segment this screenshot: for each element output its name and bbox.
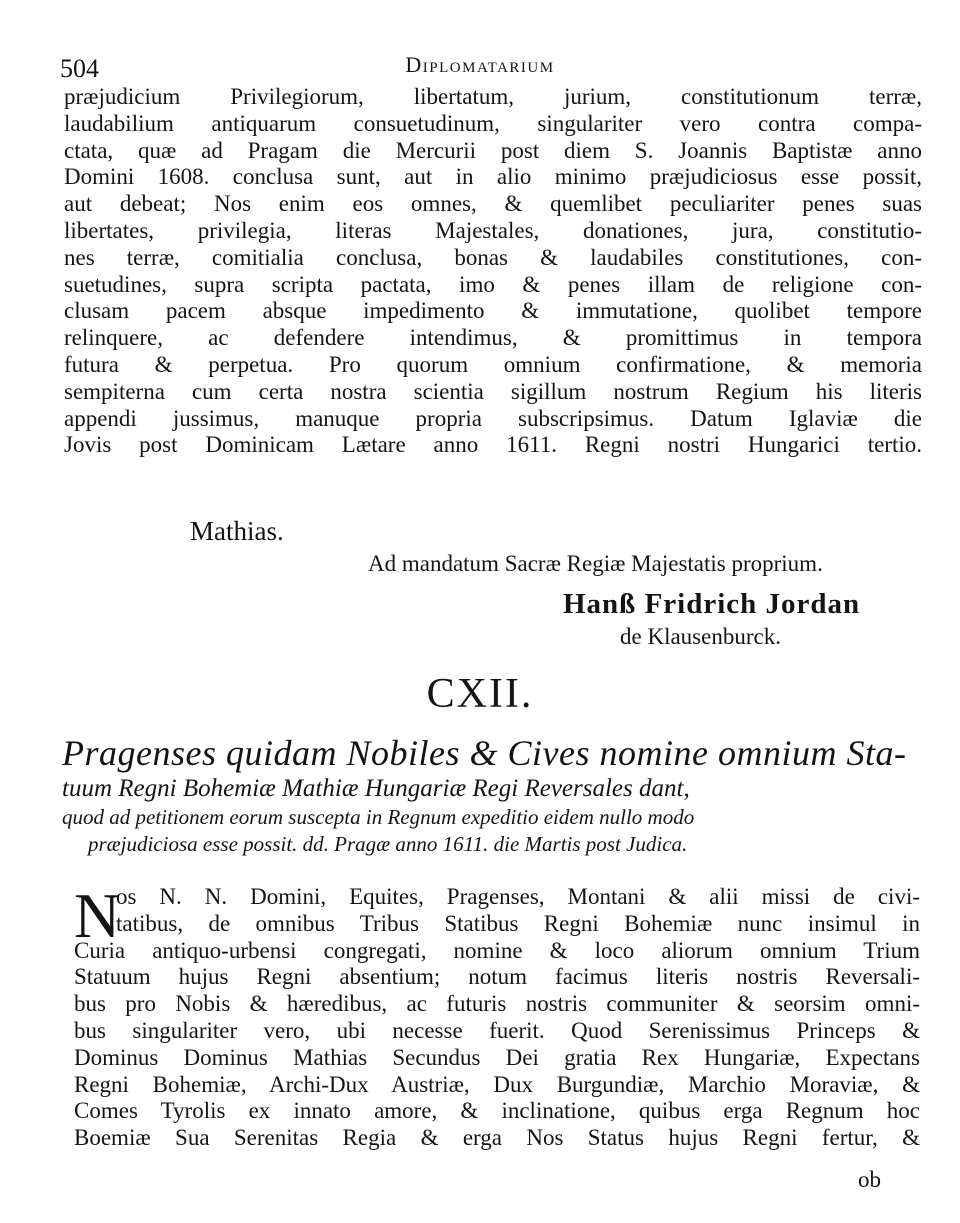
text-line: bus singulariter vero, ubi necesse fuerit. Quod Serenissimus Princeps & xyxy=(74,1017,920,1043)
signature-mandate: Ad mandatum Sacræ Regiæ Majestatis proprium. xyxy=(368,551,823,576)
text-block-1 xyxy=(64,84,922,459)
text-line: Jovis post Dominicam Lætare anno 1611. Regni nostri Hungarici tertio. xyxy=(64,432,922,458)
text-line: suetudines, supra scripta pactata, imo & penes illam de religione con- xyxy=(64,271,922,297)
text-line: Statuum hujus Regni absentium; notum facimus literis nostris Reversali- xyxy=(74,964,920,990)
catchword: ob xyxy=(858,1167,881,1192)
signature-secretary: Hanß Fridrich Jordan xyxy=(563,588,861,620)
text-line: clusam pacem absque impedimento & immutatione, quolibet tempore xyxy=(64,298,922,324)
text-line: Boemiæ Sua Serenitas Regia & erga Nos Status hujus Regni fertur, & xyxy=(74,1125,920,1151)
signature-name: Mathias. xyxy=(190,516,284,546)
signature-place: de Klausenburck. xyxy=(620,624,781,649)
summary-line: tuum Regni Bohemiæ Mathiæ Hungariæ Regi Reversales dant, xyxy=(62,775,690,802)
summary-line: Pragenses quidam Nobiles & Cives nomine omnium Sta- xyxy=(62,733,907,773)
drop-cap: N xyxy=(74,880,121,951)
page-number: 504 xyxy=(60,54,99,83)
section-number: CXII. xyxy=(426,671,534,717)
summary-line: præjudiciosa esse possit. dd. Pragæ anno 1611. die Martis post Judica. xyxy=(88,832,688,856)
text-line: futura & perpetua. Pro quorum omnium confirmatione, & memoria xyxy=(64,351,922,377)
text-line: Curia antiquo-urbensi congregati, nomine & loco aliorum omnium Trium xyxy=(74,937,920,963)
text-block-2 xyxy=(74,880,920,1152)
text-line: tatibus, de omnibus Tribus Statibus Regni Bohemiæ nunc insimul in xyxy=(116,910,920,936)
running-title: Diplomatarium xyxy=(405,52,555,77)
text-line: Domini 1608. conclusa sunt, aut in alio minimo præjudiciosus esse possit, xyxy=(64,164,922,190)
text-line: Comes Tyrolis ex innato amore, & inclinatione, quibus erga Regnum hoc xyxy=(74,1098,920,1124)
text-line: præjudicium Privilegiorum, libertatum, jurium, constitutionum terræ, xyxy=(64,84,922,109)
text-line: aut debeat; Nos enim eos omnes, & quemlibet peculiariter penes suas xyxy=(64,191,922,217)
text-line: Regni Bohemiæ, Archi-Dux Austriæ, Dux Burgundiæ, Marchio Moraviæ, & xyxy=(74,1071,920,1097)
text-line: ctata, quæ ad Pragam die Mercurii post diem S. Joannis Baptistæ anno xyxy=(64,137,922,163)
text-line: relinquere, ac defendere intendimus, & promittimus in tempora xyxy=(64,325,922,351)
text-line: os N. N. Domini, Equites, Pragenses, Montani & alii missi de civi- xyxy=(116,884,920,909)
text-line: sempiterna cum certa nostra scientia sigillum nostrum Regium his literis xyxy=(64,378,922,404)
text-line: appendi jussimus, manuque propria subscripsimus. Datum Iglaviæ die xyxy=(64,405,922,431)
text-line: nes terræ, comitialia conclusa, bonas & laudabiles constitutiones, con- xyxy=(64,244,922,270)
text-line: libertates, privilegia, literas Majestales, donationes, jura, constitutio- xyxy=(64,217,922,243)
text-line: Dominus Dominus Mathias Secundus Dei gratia Rex Hungariæ, Expectans xyxy=(74,1044,920,1070)
summary-line: quod ad petitionem eorum suscepta in Regnum expeditio eidem nullo modo xyxy=(62,805,695,829)
section-summary xyxy=(62,732,942,858)
text-line: laudabilium antiquarum consuetudinum, singulariter vero contra compa- xyxy=(64,110,922,136)
text-line: bus pro Nobis & hæredibus, ac futuris nostris communiter & seorsim omni- xyxy=(74,991,920,1017)
